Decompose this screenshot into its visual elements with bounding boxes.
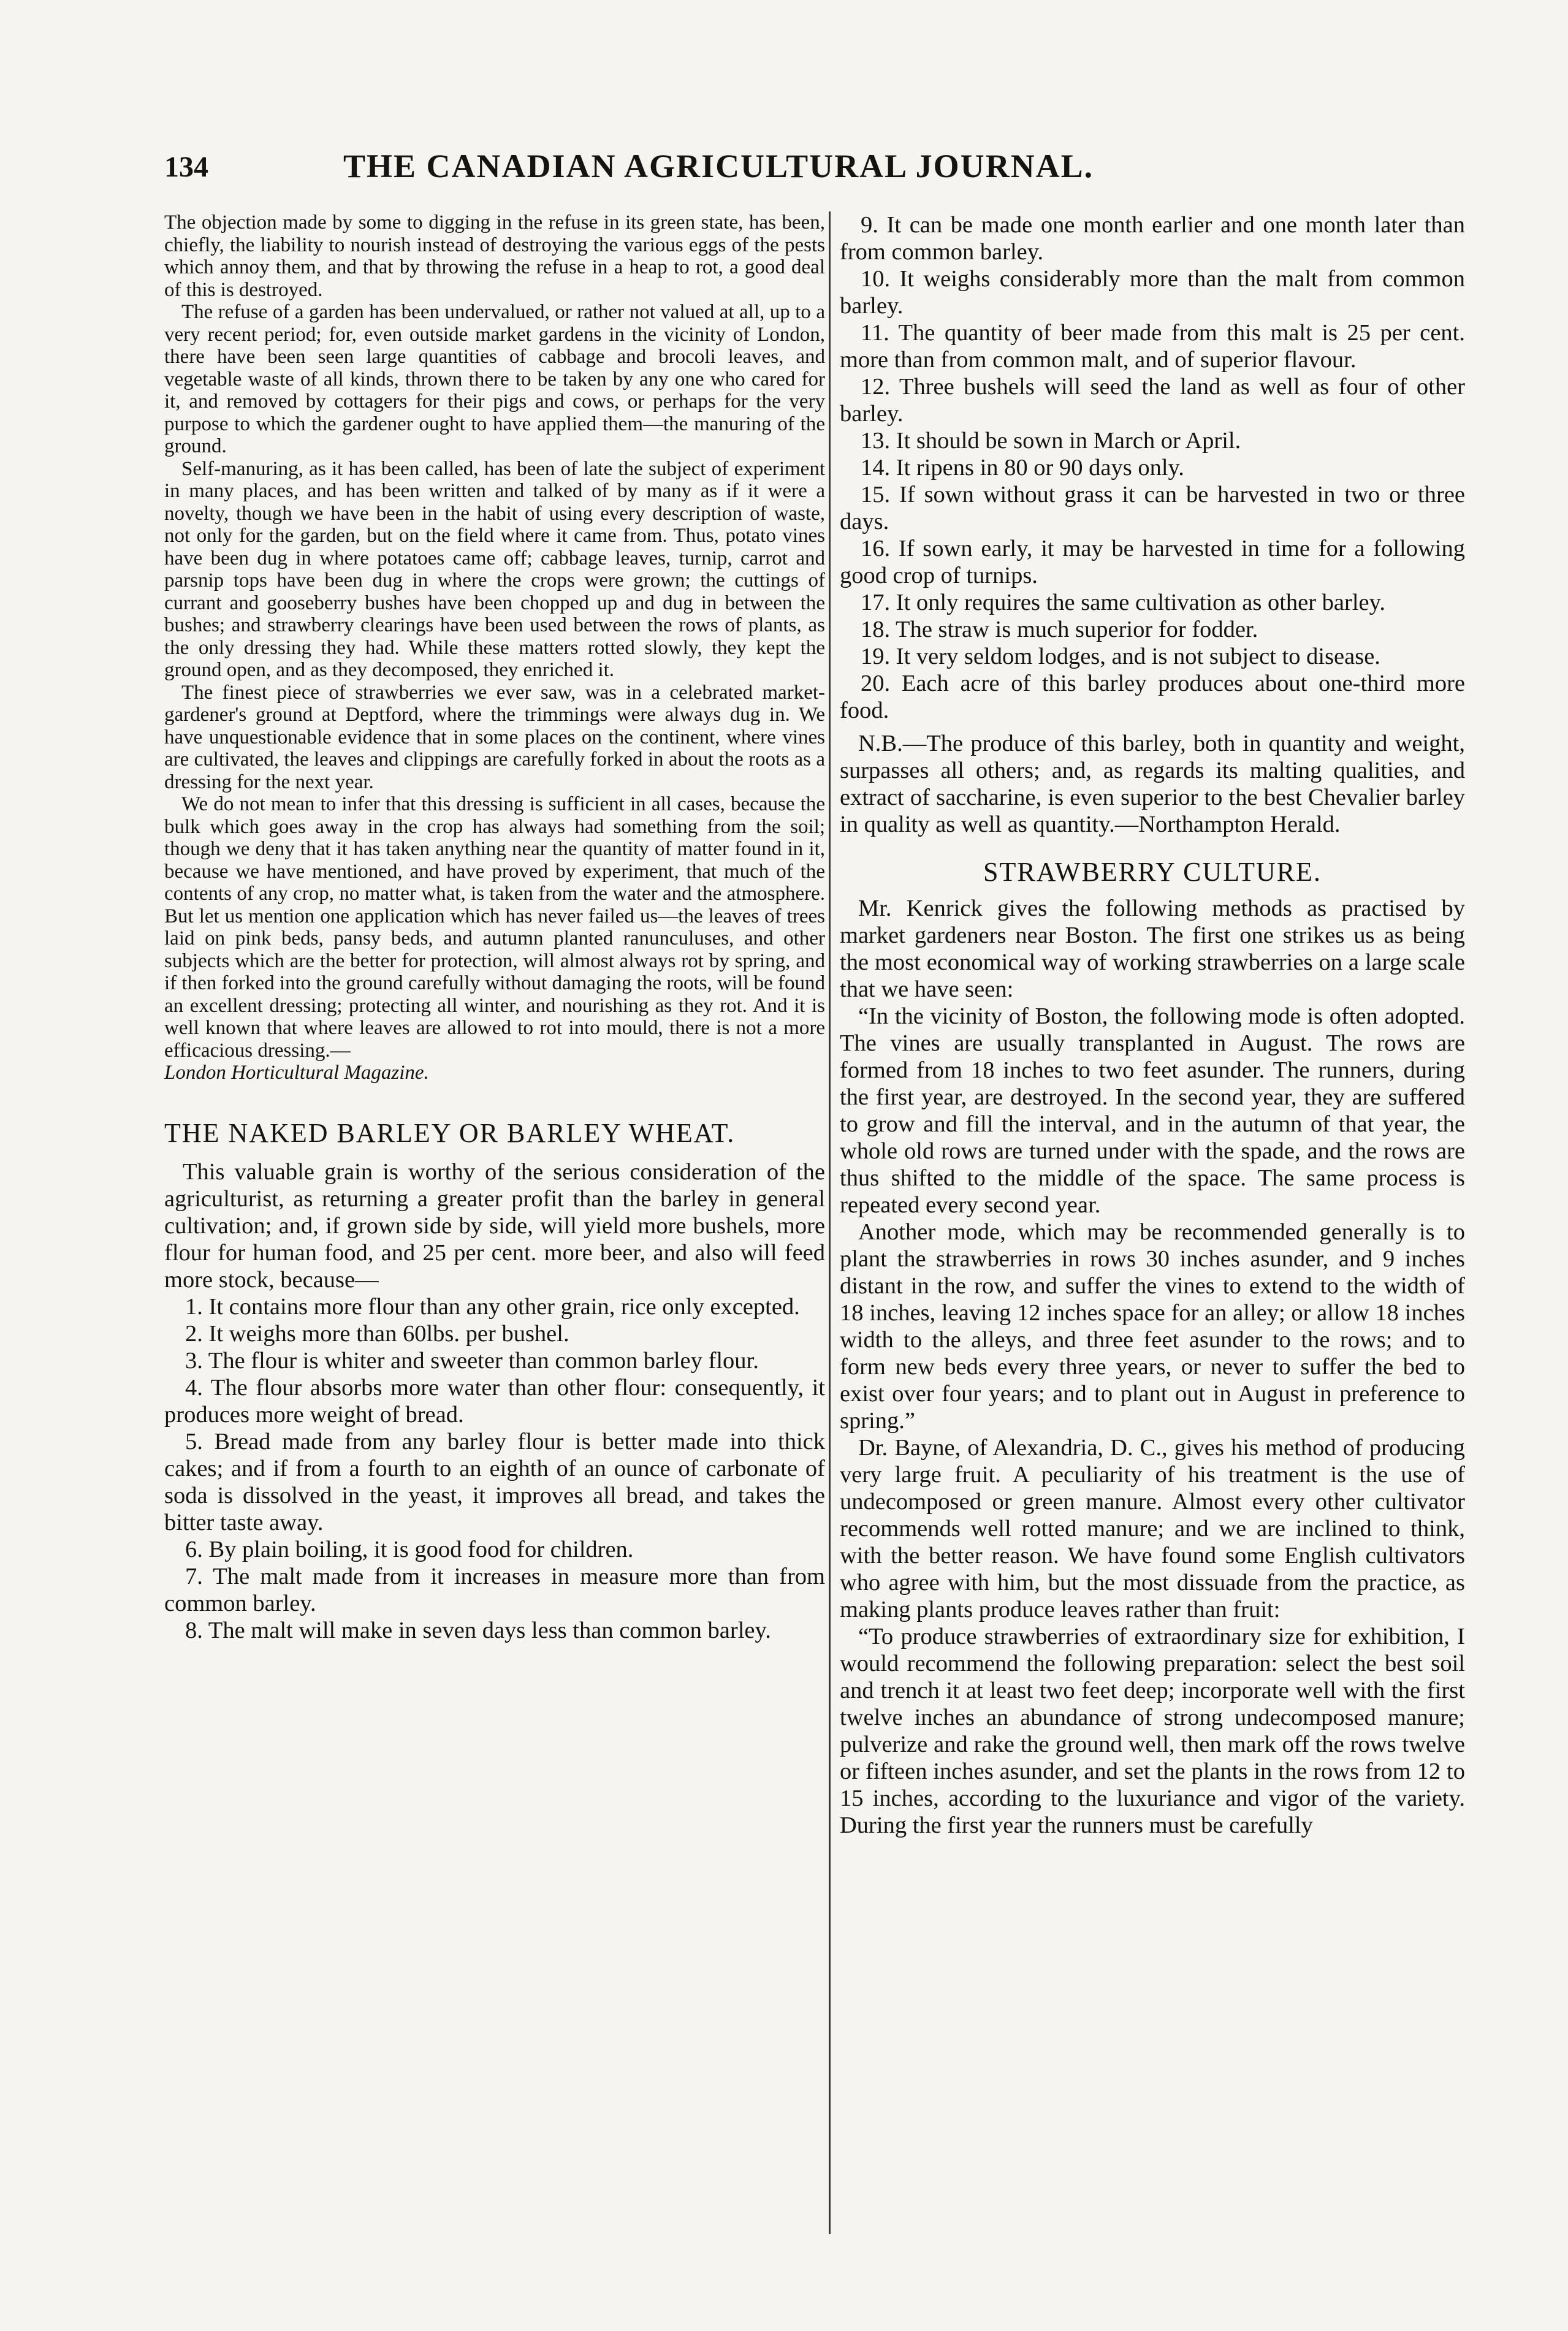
article-paragraph: Self-manuring, as it has been called, has been of late the subject of experiment in many places, and has been written and talked of by many as if it were a novelty, though we have been in the habit of using every description of waste, not only for the garden, but on the field where it came from. Thus, potato vines have been dug in where potatoes came off; cabbage leaves, turnip, carrot and parsnip tops have been dug in where the crops were grown; the cuttings of currant and gooseberry bushes have been chopped up and dug in between the bushes; and strawberry clearings have been used between the rows of plants, as the only dressing they had. While these matters rotted slowly, they kept the ground open, and as they decomposed, they enriched it. xyxy=(164,457,825,681)
barley-list-item: 13. It should be sown in March or April. xyxy=(861,428,1241,454)
strawberry-paragraph: Dr. Bayne, of Alexandria, D. C., gives his method of producing very large fruit. A peculiarity of his treatment is the use of undecomposed or green manure. Almost every other cultivator recommends well rotted manure; and we are inclined to think, with the better reason. We have found some English cultivators who agree with him, but the most dissuade from the practice, as making plants produce leaves rather than fruit: xyxy=(840,1435,1465,1622)
article-paragraph: The objection made by some to digging in the refuse in its green state, has been, chiefly, the liability to nourish instead of destroying the various eggs of the pests which annoy them, and that by throwing the refuse in a heap to rot, a good deal of this is destroyed. xyxy=(164,211,825,301)
naked-barley-heading: THE NAKED BARLEY OR BARLEY WHEAT. xyxy=(164,1117,736,1148)
article-paragraph: The refuse of a garden has been undervalued, or rather not valued at all, up to a very recent period; for, even outside market gardens in the vicinity of London, there have been seen large quantities of cabbage and brocoli leaves, and vegetable waste of all kinds, thrown there to be taken by any one who cared for it, and removed by cottagers for their pigs and cows, or perhaps for the very purpose to which the gardener ought to have applied them—the manuring of the ground. xyxy=(164,301,825,457)
barley-list-item: 9. It can be made one month earlier and one month later than from common barley. xyxy=(840,212,1465,265)
page-number: 134 xyxy=(164,151,208,183)
right-column xyxy=(840,211,1465,1839)
barley-list-item: 4. The flour absorbs more water than other flour: consequently, it produces more weight of bread. xyxy=(164,1374,825,1428)
source-credit: London Horticultural Magazine. xyxy=(164,1062,429,1084)
strawberry-paragraph: “In the vicinity of Boston, the following mode is often adopted. The vines are usually transplanted in August. The rows are formed from 18 inches to two feet asunder. The runners, during the first year, are destroyed. In the second year, they are suffered to grow and fill the interval, and in the autumn of that year, the whole old rows are turned under with the spade, and the rows are thus shifted to the middle of the space. The same process is repeated every second year. xyxy=(840,1003,1465,1218)
barley-list-item: 6. By plain boiling, it is good food for children. xyxy=(185,1536,634,1562)
left-column xyxy=(164,211,825,1644)
barley-list-item: 14. It ripens in 80 or 90 days only. xyxy=(861,455,1184,481)
barley-list-item: 11. The quantity of beer made from this malt is 25 per cent. more than from common malt, and of superior flavour. xyxy=(840,320,1465,373)
barley-list-item: 7. The malt made from it increases in measure more than from common barley. xyxy=(164,1563,825,1616)
strawberry-paragraph: Another mode, which may be recommended generally is to plant the strawberries in rows 30 inches asunder, and 9 inches distant in the row, and suffer the vines to extend to the width of 18 inches, leaving 12 inches space for an alley; or allow 18 inches width to the alleys, and three feet asunder to the rows; and to form new beds every three years, or never to suffer the bed to exist over four years; and to plant out in August in preference to spring.” xyxy=(840,1219,1465,1434)
strawberry-paragraph: “To produce strawberries of extraordinary size for exhibition, I would recommend the following preparation: select the best soil and trench it at least two feet deep; incorporate well with the first twelve inches an abundance of strong undecomposed manure; pulverize and rake the ground well, then mark off the rows twelve or fifteen inches asunder, and set the plants in the rows from 12 to 15 inches, according to the luxuriance and vigor of the variety. During the first year the runners must be carefully xyxy=(840,1624,1465,1838)
barley-note: N.B.—The produce of this barley, both in quantity and weight, surpasses all others; and, as regards its malting qualities, and extract of saccharine, is even superior to the best Chevalier barley in quality as well as quantity.—Northampton Herald. xyxy=(840,731,1465,837)
barley-list-item: 2. It weighs more than 60lbs. per bushel. xyxy=(185,1320,569,1347)
barley-intro: This valuable grain is worthy of the serious consideration of the agriculturist, as returning a greater profit than the barley in general cultivation; and, if grown side by side, will yield more bushels, more flour for human food, and 25 per cent. more beer, and also will feed more stock, because— xyxy=(164,1158,825,1293)
barley-list-item: 15. If sown without grass it can be harvested in two or three days. xyxy=(840,482,1465,534)
barley-list-item: 5. Bread made from any barley flour is better made into thick cakes; and if from a fourth to an eighth of an ounce of carbonate of soda is dissolved in the yeast, it improves all bread, and takes the bitter taste away. xyxy=(164,1428,825,1535)
barley-list-item: 12. Three bushels will seed the land as well as four of other barley. xyxy=(840,374,1465,427)
barley-list-item: 16. If sown early, it may be harvested in time for a following good crop of turnips. xyxy=(840,536,1465,588)
barley-list-item: 18. The straw is much superior for fodder. xyxy=(861,617,1258,642)
barley-list-item: 8. The malt will make in seven days less than common barley. xyxy=(185,1617,771,1643)
column-rule xyxy=(829,211,831,2234)
barley-list-item: 10. It weighs considerably more than the malt from common barley. xyxy=(840,266,1465,319)
strawberry-paragraph: Mr. Kenrick gives the following methods as practised by market gardeners near Boston. The first one strikes us as being the most economical way of working strawberries on a large scale that we have seen: xyxy=(840,896,1465,1002)
strawberry-heading: STRAWBERRY CULTURE. xyxy=(983,857,1322,887)
barley-list-item: 20. Each acre of this barley produces about one-third more food. xyxy=(840,671,1465,723)
article-paragraph: We do not mean to infer that this dressing is sufficient in all cases, because the bulk which goes away in the crop has always had something from the soil; though we deny that it has taken anything near the quantity of matter found in it, because we have mentioned, and have proved by experiment, that much of the contents of any crop, no matter what, is taken from the water and the atmosphere. But let us mention one application which has never failed us—the leaves of trees laid on pink beds, pansy beds, and autumn planted ranunculuses, and other subjects which are the better for protection, will almost always rot by spring, and if then forked into the ground carefully without damaging the roots, will be found an excellent dressing; protecting all winter, and nourishing as they rot. And it is well known that where leaves are allowed to rot into mould, there is not a more efficacious dressing.— xyxy=(164,793,825,1062)
barley-list-item: 19. It very seldom lodges, and is not subject to disease. xyxy=(861,644,1380,669)
running-head: THE CANADIAN AGRICULTURAL JOURNAL. xyxy=(343,148,1094,184)
barley-list-item: 17. It only requires the same cultivation as other barley. xyxy=(861,590,1386,615)
barley-list-item: 3. The flour is whiter and sweeter than common barley flour. xyxy=(185,1347,759,1374)
barley-list-item: 1. It contains more flour than any other grain, rice only excepted. xyxy=(185,1293,800,1320)
article-paragraph: The finest piece of strawberries we ever saw, was in a celebrated market-gardener's ground at Deptford, where the trimmings were always dug in. We have unquestionable evidence that in some places on the continent, where vines are cultivated, the leaves and clippings are carefully forked in about the roots as a dressing for the next year. xyxy=(164,681,825,793)
